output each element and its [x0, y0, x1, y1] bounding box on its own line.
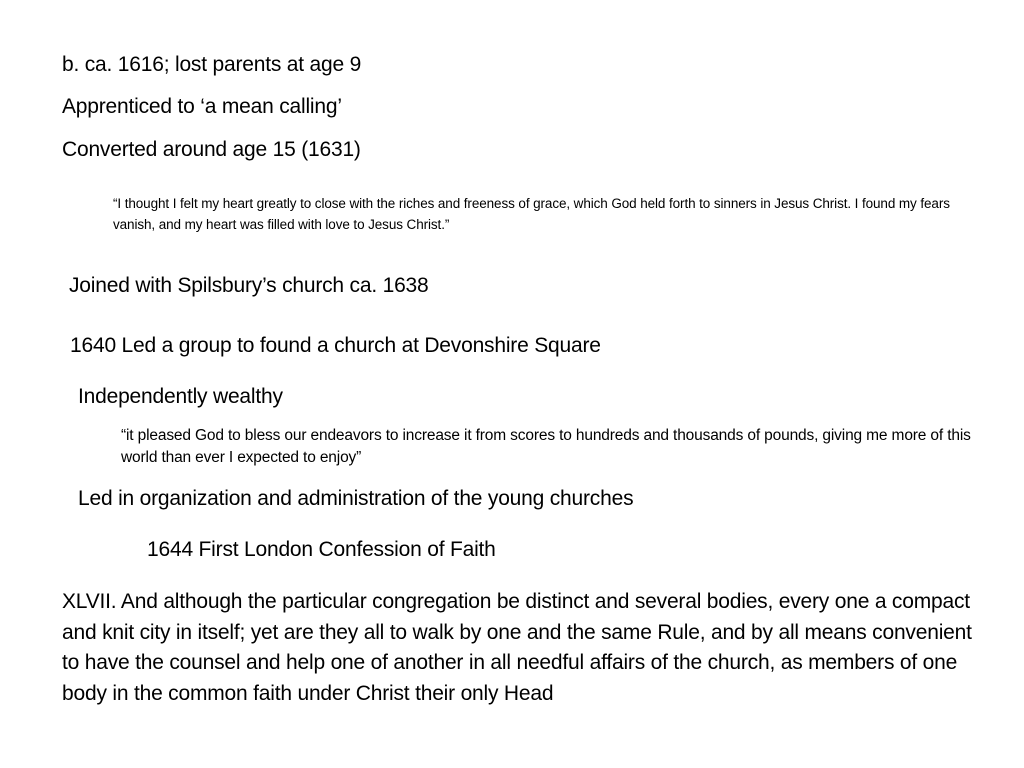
confession-line: 1644 First London Confession of Faith	[147, 538, 496, 561]
devonshire-line: 1640 Led a group to found a church at Devonshire Square	[70, 334, 601, 357]
organization-line: Led in organization and administration of the young churches	[78, 487, 634, 510]
article-paragraph: XLVII. And although the particular congregation be distinct and several bodies, every one a compact and knit city in itself; yet are they all to walk by one and the same Rule, and by all means convenient to have the counsel and help one of another in all needful affairs of the church, as members of one body in the common faith under Christ their only Head	[62, 590, 972, 705]
conversion-quote: “I thought I felt my heart greatly to close with the riches and freeness of grace, which God held forth to sinners in Jesus Christ. I found my fears vanish, and my heart was filled with love to Jesus Christ.”	[113, 196, 950, 232]
apprenticed-line: Apprenticed to ‘a mean calling’	[62, 95, 342, 118]
wealthy-line: Independently wealthy	[78, 385, 283, 408]
joined-line: Joined with Spilsbury’s church ca. 1638	[69, 274, 429, 297]
wealth-quote: “it pleased God to bless our endeavors to increase it from scores to hundreds and thousands of pounds, giving me more of this world than ever I expected to enjoy”	[121, 427, 971, 466]
birth-line: b. ca. 1616; lost parents at age 9	[62, 53, 362, 76]
converted-line: Converted around age 15 (1631)	[62, 138, 361, 161]
